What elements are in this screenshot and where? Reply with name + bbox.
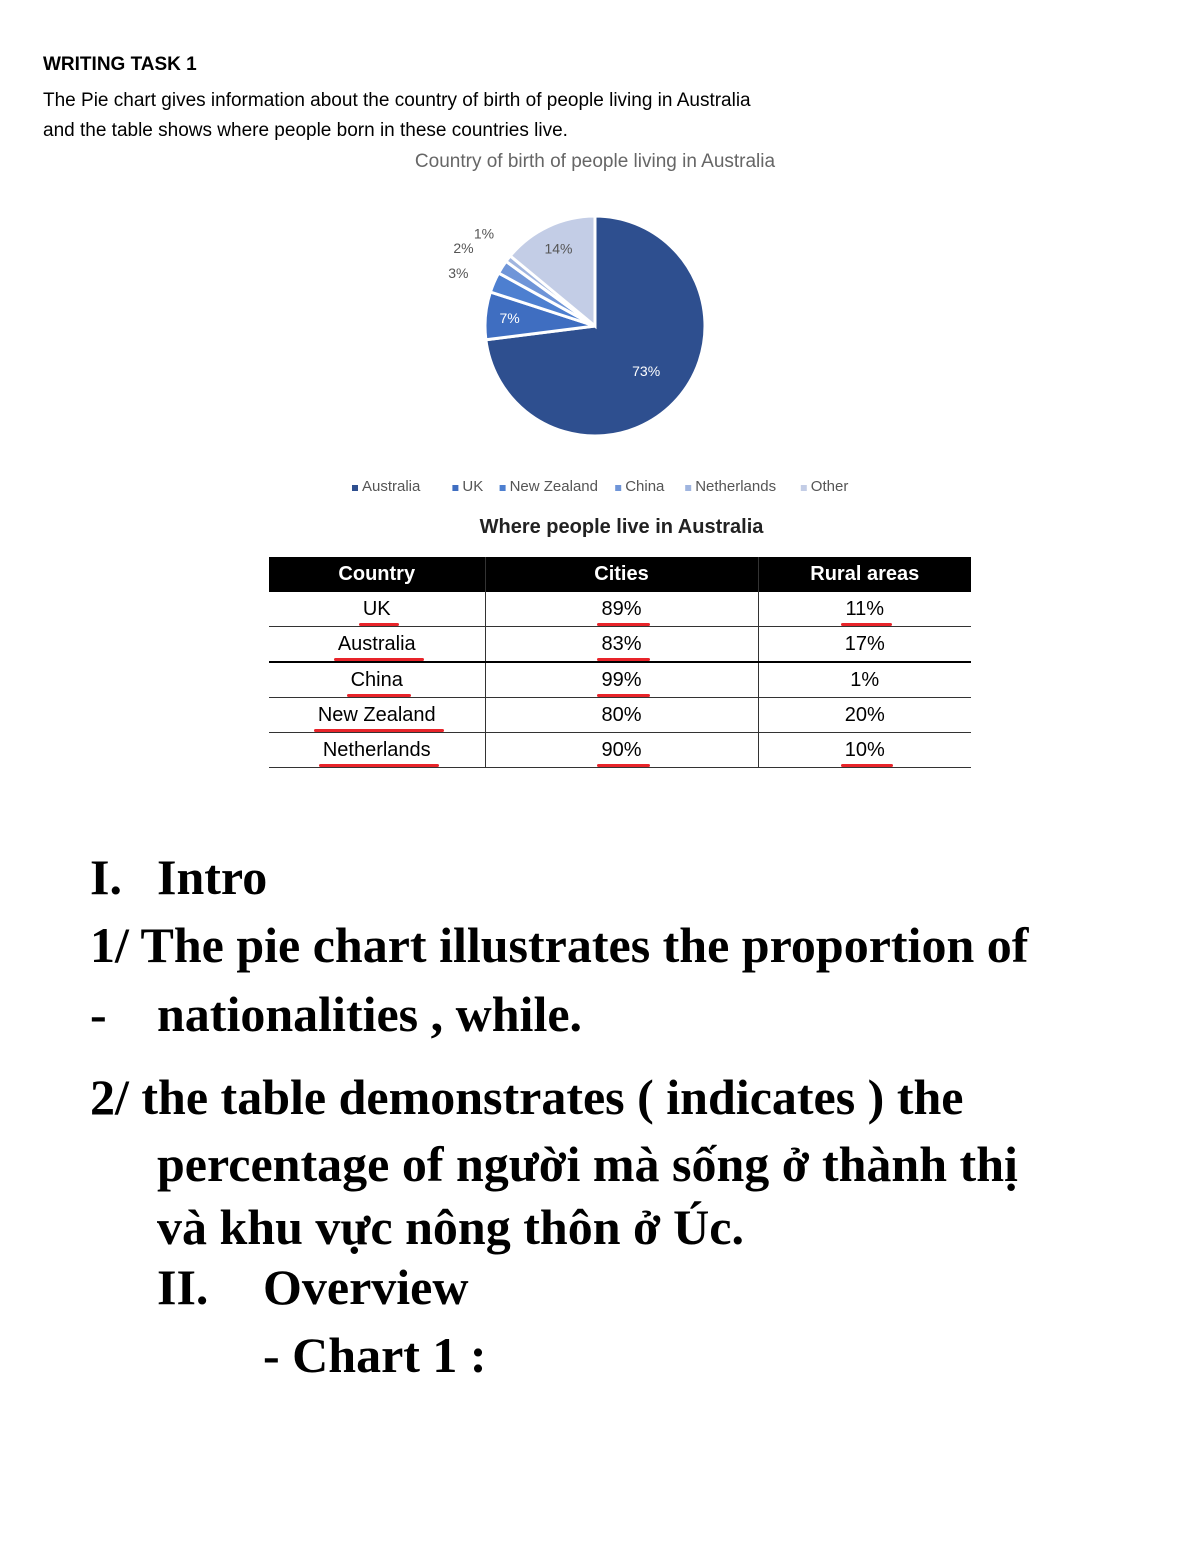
rural-cell: 17%	[844, 632, 885, 655]
data-label-new-zealand: 3%	[448, 265, 469, 282]
data-label-other: 14%	[544, 240, 573, 257]
pie-chart	[0, 140, 1200, 520]
legend-label-other: Other	[810, 478, 849, 495]
data-label-uk: 7%	[499, 309, 520, 326]
header-cities: Cities	[485, 557, 758, 592]
task-desc-line-1: The Pie chart gives information about the country of birth of people living in Australia	[43, 90, 751, 111]
legend-marker-netherlands	[685, 485, 691, 491]
table-row	[269, 698, 971, 733]
note-line-1: 1/ The pie chart illustrates the proportion of	[90, 917, 1029, 973]
header-rural: Rural areas	[758, 557, 971, 592]
rural-cell: 20%	[844, 703, 885, 726]
data-label-australia: 73%	[632, 363, 661, 380]
legend-label-uk: UK	[462, 478, 484, 495]
country-cell: China	[350, 668, 403, 691]
table-title: Where people live in Australia	[479, 516, 764, 538]
note-line-2: nationalities , while.	[157, 986, 583, 1042]
chart-1-note: - Chart 1 :	[263, 1327, 487, 1383]
note-line-3: 2/ the table demonstrates ( indicates ) the	[90, 1069, 964, 1125]
country-cell: Netherlands	[322, 738, 431, 761]
header-country: Country	[269, 557, 485, 592]
table-row	[269, 662, 971, 698]
rural-cell: 1%	[850, 668, 880, 691]
legend-label-netherlands: Netherlands	[695, 478, 777, 495]
overview-heading: Overview	[263, 1259, 469, 1315]
legend-label-australia: Australia	[362, 478, 421, 495]
data-label-china: 2%	[453, 240, 474, 257]
legend-label-new-zealand: New Zealand	[509, 478, 598, 495]
cities-cell: 83%	[601, 632, 642, 655]
cities-cell: 90%	[601, 738, 642, 761]
chart-title: Country of birth of people living in Australia	[414, 151, 776, 172]
table-header-row	[269, 557, 971, 592]
legend-label-china: China	[625, 478, 665, 495]
task-title: WRITING TASK 1	[43, 54, 197, 75]
table-row	[269, 733, 971, 768]
cities-cell: 80%	[601, 703, 642, 726]
legend-marker-china	[615, 485, 621, 491]
overview-number: II.	[157, 1259, 209, 1315]
legend-marker-uk	[452, 485, 458, 491]
intro-heading: Intro	[157, 849, 268, 905]
note-dash: -	[90, 986, 107, 1042]
intro-number: I.	[90, 849, 122, 905]
country-cell: New Zealand	[317, 703, 436, 726]
task-desc-line-2: and the table shows where people born in these countries live.	[43, 120, 568, 141]
rural-cell: 11%	[845, 597, 885, 620]
pie-chart-svg	[0, 140, 1200, 520]
rural-cell: 10%	[844, 738, 885, 761]
data-table	[269, 557, 971, 768]
cities-cell: 89%	[601, 597, 642, 620]
note-line-5: và khu vực nông thôn ở Úc.	[157, 1199, 744, 1255]
task-description	[43, 86, 903, 146]
legend-marker-australia	[352, 485, 358, 491]
data-label-netherlands: 1%	[473, 225, 495, 242]
country-cell: Australia	[337, 632, 416, 655]
country-cell: UK	[362, 597, 391, 620]
cities-cell: 99%	[601, 668, 642, 691]
legend-marker-other	[801, 485, 807, 491]
legend-marker-new-zealand	[500, 485, 506, 491]
table-row	[269, 627, 971, 663]
table-row	[269, 592, 971, 627]
note-line-4: percentage of người mà sống ở thành thị	[157, 1136, 1018, 1192]
